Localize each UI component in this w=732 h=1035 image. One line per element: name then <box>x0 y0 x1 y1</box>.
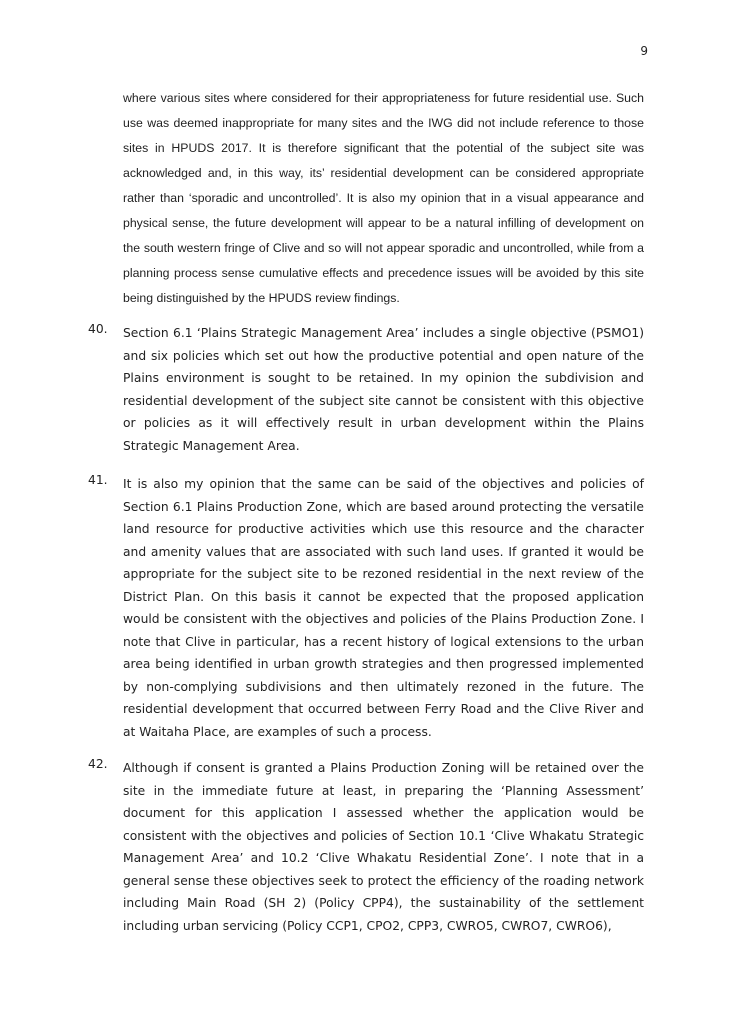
intro-paragraph: where various sites where considered for their appropriateness for future residential use. Such use was deemed inappropriate for many sites and the IWG did not include reference to those sites in HPUDS 2017. It is therefore significant that the potential of the subject site was acknowledged and, in this way, its’ residential development can be considered appropriate rather than ‘sporadic and uncontrolled’. It is also my opinion that in a visual appearance and physical sense, the future development will appear to be a natural infilling of development on the south western fringe of Clive and so will not appear sporadic and uncontrolled, while from a planning process sense cumulative effects and precedence issues will be avoided by this site being distinguished by the HPUDS review findings. <box>123 91 644 305</box>
paragraph-number: 42. <box>88 757 108 771</box>
paragraph-text: Section 6.1 ‘Plains Strategic Management Area’ includes a single objective (PSMO1) and six policies which set out how the productive potential and open nature of the Plains environment is sought to be retained. In my opinion the subdivision and residential development of the subject site cannot be consistent with this objective or policies as it will effectively result in urban development within the Plains Strategic Management Area. <box>123 326 644 453</box>
paragraph-text: It is also my opinion that the same can be said of the objectives and policies of Section 6.1 Plains Production Zone, which are based around protecting the versatile land resource for productive activities which use this resource and the character and amenity values that are associated with such land uses. If granted it would be appropriate for the subject site to be rezoned residential in the next review of the District Plan. On this basis it cannot be expected that the proposed application would be consistent with the objectives and policies of the Plains Production Zone. I note that Clive in particular, has a recent history of logical extensions to the urban area being identified in urban growth strategies and then progressed implemented by non-complying subdivisions and then ultimately rezoned in the future. The residential development that occurred between Ferry Road and the Clive River and at Waitaha Place, are examples of such a process. <box>123 477 644 739</box>
paragraph-number: 40. <box>88 322 108 336</box>
paragraph-text: Although if consent is granted a Plains Production Zoning will be retained over the site in the immediate future at least, in preparing the ‘Planning Assessment’ document for this application I assessed whether the application would be consistent with the objectives and policies of Section 10.1 ‘Clive Whakatu Strategic Management Area’ and 10.2 ‘Clive Whakatu Residential Zone’. I note that in a general sense these objectives seek to protect the efficiency of the roading network including Main Road (SH 2) (Policy CPP4), the sustainability of the settlement including urban servicing (Policy CCP1, CPO2, CPP3, CWRO5, CWRO7, CWRO6), <box>123 761 644 933</box>
paragraph-number: 41. <box>88 473 108 487</box>
paragraph-40 <box>88 322 644 457</box>
paragraph-41 <box>88 473 644 743</box>
page-number: 9 <box>640 44 648 58</box>
paragraph-42 <box>88 757 644 937</box>
